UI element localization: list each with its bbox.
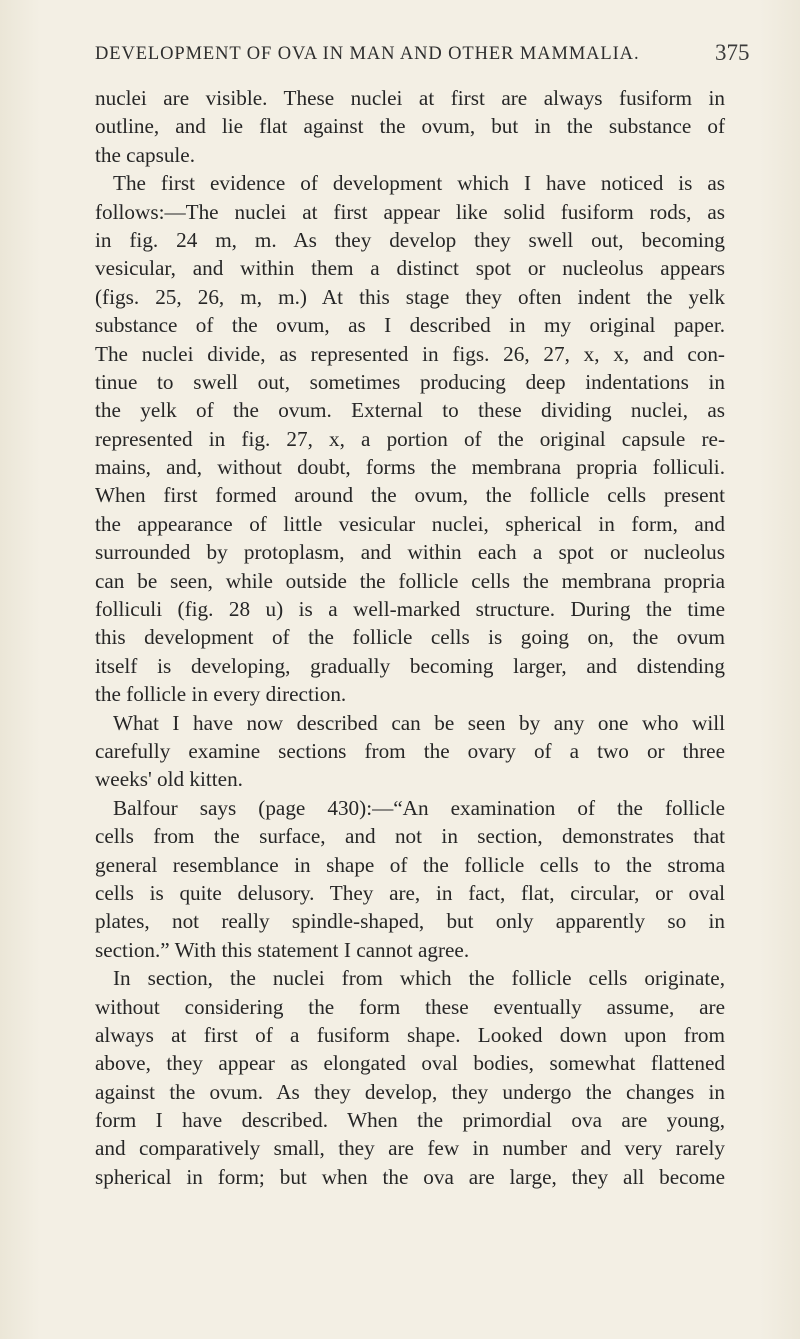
text-line: outline, and lie flat against the ovum, but in the substance of	[95, 114, 725, 139]
text-line: carefully examine sections from the ovary of a two or three	[95, 738, 725, 763]
text-line: general resemblance in shape of the follicle cells to the stroma	[95, 852, 725, 877]
text-line: tinue to swell out, sometimes producing deep indentations in	[95, 369, 725, 394]
text-line: cells is quite delusory. They are, in fact, flat, circular, or oval	[95, 880, 725, 905]
text-line: Balfour says (page 430):—“An examination of the follicle	[113, 795, 725, 820]
page-number: 375	[715, 40, 750, 65]
text-line: form I have described. When the primordial ova are young,	[95, 1108, 725, 1133]
text-line: this development of the follicle cells is going on, the ovum	[95, 625, 725, 650]
text-line: folliculi (fig. 28 u) is a well-marked structure. During the time	[95, 597, 725, 622]
text-line: weeks' old kitten.	[95, 767, 243, 792]
page-header	[0, 40, 800, 84]
text-line: represented in fig. 27, x, a portion of the original capsule re-	[95, 426, 725, 451]
text-line: the yelk of the ovum. External to these dividing nuclei, as	[95, 398, 725, 423]
text-line: above, they appear as elongated oval bodies, somewhat flattened	[95, 1051, 725, 1076]
text-line: substance of the ovum, as I described in my original paper.	[95, 313, 725, 338]
text-line: mains, and, without doubt, forms the membrana propria folliculi.	[95, 455, 725, 480]
text-line: itself is developing, gradually becoming larger, and distending	[95, 653, 725, 678]
text-line: without considering the form these eventually assume, are	[95, 994, 725, 1019]
text-line: In section, the nuclei from which the follicle cells originate,	[113, 966, 725, 991]
text-line: the follicle in every direction.	[95, 682, 347, 707]
text-line: cells from the surface, and not in section, demonstrates that	[95, 824, 725, 849]
running-head: DEVELOPMENT OF OVA IN MAN AND OTHER MAMMALIA.	[95, 44, 640, 64]
text-line: the appearance of little vesicular nuclei, spherical in form, and	[95, 511, 725, 536]
text-line: surrounded by protoplasm, and within each a spot or nucleolus	[95, 540, 725, 565]
text-line: nuclei are visible. These nuclei at first are always fusiform in	[95, 86, 725, 110]
text-line: When first formed around the ovum, the follicle cells present	[95, 483, 725, 508]
text-line: always at first of a fusiform shape. Looked down upon from	[95, 1022, 725, 1047]
text-line: The first evidence of development which I have noticed is as	[113, 171, 725, 196]
text-line: The nuclei divide, as represented in figs. 26, 27, x, x, and con-	[95, 341, 725, 366]
text-line: and comparatively small, they are few in number and very rarely	[95, 1136, 725, 1161]
text-line: the capsule.	[95, 142, 196, 167]
text-line: follows:—The nuclei at first appear like solid fusiform rods, as	[95, 199, 725, 224]
text-line: (figs. 25, 26, m, m.) At this stage they often indent the yelk	[95, 284, 725, 309]
body-text	[95, 84, 725, 1191]
text-line: What I have now described can be seen by any one who will	[113, 710, 725, 735]
text-line: section.” With this statement I cannot agree.	[95, 937, 470, 962]
text-line: against the ovum. As they develop, they undergo the changes in	[95, 1079, 725, 1104]
text-line: plates, not really spindle-shaped, but only apparently so in	[95, 909, 725, 934]
text-line: vesicular, and within them a distinct spot or nucleolus appears	[95, 256, 725, 281]
text-line: spherical in form; but when the ova are large, they all become	[95, 1164, 725, 1189]
text-line: in fig. 24 m, m. As they develop they swell out, becoming	[95, 227, 725, 252]
text-line: can be seen, while outside the follicle cells the membrana propria	[95, 568, 725, 593]
